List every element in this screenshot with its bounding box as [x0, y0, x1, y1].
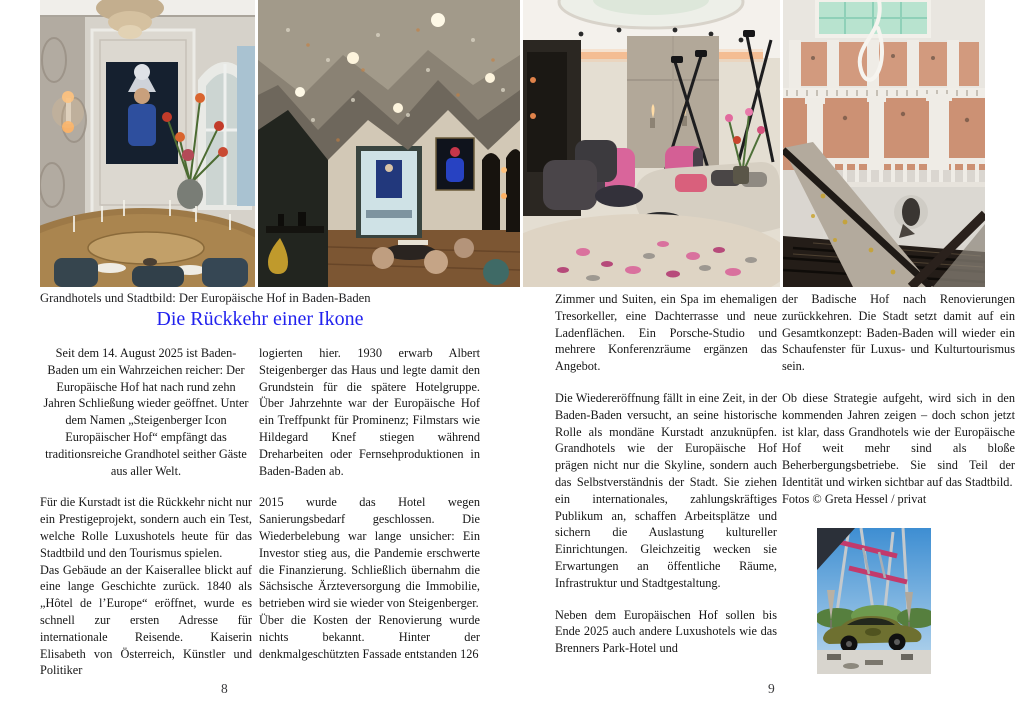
article-title: Die Rückkehr einer Ikone: [156, 308, 364, 330]
blue-portrait: [436, 138, 474, 190]
car-crane-photo: [817, 528, 931, 674]
paragraph: Ob diese Strategie aufgeht, wird sich in den kommenden Jahren zeigen – doch schon jetzt ist klar, dass Grandhotels wie der Europäische Hof weit mehr sind als bloße Beherbergungsbetriebe. Sie sind Teil der Identität und wirken sichtbar auf das Stadtbild.: [782, 390, 1015, 489]
ottoman: [595, 185, 643, 207]
paragraph: Über die Kosten der Renovierung wurde nichts bekannt. Hinter der denkmalgeschützten Fassade entstanden 126: [259, 612, 480, 661]
grand-staircase-photo: [783, 0, 985, 287]
paragraph: Zimmer und Suiten, ein Spa im ehemaligen Tresorkeller, eine Dachterrasse und neue Ladenflächen. Ein Porsche-Studio und mehrere Konferenzräume ergänzen das Angebot.: [555, 292, 777, 374]
text-column-4: [782, 291, 1015, 508]
paragraph: 2015 wurde das Hotel wegen Sanierungsbedarf geschlossen. Die Wiederbelebung war lange unsicher: Ein Investor stieg aus, die Pandemie erschwerte die Finanzierung. Schließlich übernahm die Sächsische Ärzteversorgung die Immobilie, betrieben wird sie wieder von Steigenberger.: [259, 495, 480, 611]
paragraph: logierten hier. 1930 erwarb Albert Steigenberger das Haus und legte damit den Grundstein für die spätere Hotelgruppe. Über Jahrzehnte war der Europäische Hof ein Treffpunkt für Prominenz; Filmstars wie Hildegard Knef stiegen während Dreharbeiten oder Fernsehproduktionen in Baden-Baden ab.: [259, 346, 480, 478]
page-number-right: 9: [768, 681, 775, 696]
text-column-2: [259, 345, 480, 662]
lounge-illustration: [523, 0, 780, 287]
paragraph: Die Wiedereröffnung fällt in eine Zeit, in der Baden-Baden versucht, an seine historische Rolle als mondäne Kurstadt anzuknüpfen. Grandhotels wie der Europäische Hof prägen nicht nur die Skyline, sondern auch das Selbstverständnis der Stadt. Sie ziehen ein internationales, zahlungskräftiges Publikum an, schaffen Arbeitsplätze und sichern die Auslastung kultureller Einrichtungen. Gleichzeitig wecken sie Erwartungen an öffentliche Räume, Infrastruktur und Stadtgestaltung.: [555, 390, 777, 590]
paragraph: Für die Kurstadt ist die Rückkehr nicht nur ein Prestigeprojekt, sondern auch ein Test, welche Rolle Luxushotels heute für das Stadtbild und den Tourismus spielen.: [40, 495, 252, 560]
dining-room-photo: [40, 0, 255, 287]
chandelier-restaurant-illustration: [258, 0, 520, 287]
text-column-1: [40, 345, 252, 679]
photo-caption: Grandhotels und Stadtbild: Der Europäische Hof in Baden-Baden: [40, 291, 371, 305]
terrace: [817, 650, 931, 674]
vase: [177, 179, 203, 209]
arched-window: [198, 46, 255, 210]
photo-credit: Fotos © Greta Hessel / privat: [782, 491, 927, 506]
paragraph: Neben dem Europäischen Hof sollen bis Ende 2025 auch andere Luxushotels wie das Brenners Park-Hotel und: [555, 607, 777, 656]
text-column-3: [555, 291, 777, 657]
car-crane-illustration: [817, 528, 931, 674]
paragraph: der Badische Hof nach Renovierungen zurückkehren. Die Stadt setzt damit auf ein Gesamtkonzept: Baden-Baden will wieder ein Schaufenster für Luxus- und Kulturtourismus sein.: [782, 292, 1015, 374]
page-number-left: 8: [221, 681, 228, 696]
lead-paragraph: Seit dem 14. August 2025 ist Baden-Baden um ein Wahrzeichen reicher: Der Europäische Hof hat nach rund zehn Jahren Schließung wieder geöffnet. Unter dem Namen „Steigenberger Icon Europäischer Hof“ empfängt das traditionsreiche Grandhotel seither Gäste aus aller Welt.: [43, 346, 249, 478]
paragraph: Das Gebäude an der Kaiserallee blickt auf eine lange Geschichte zurück. 1840 als „Hôtel de l’Europe“ eröffnet, wurde es schnell zur ersten Adresse für internationale Reisende. Kaiserin Elisabeth von Österreich, Künstler und Politiker: [40, 562, 252, 678]
back-doorway: [356, 146, 422, 238]
dark-armchair-2: [543, 160, 597, 210]
dining-room-illustration: [40, 0, 255, 287]
chandelier-restaurant-photo: [258, 0, 520, 287]
grand-staircase-illustration: [783, 0, 985, 287]
lounge-photo: [523, 0, 780, 287]
